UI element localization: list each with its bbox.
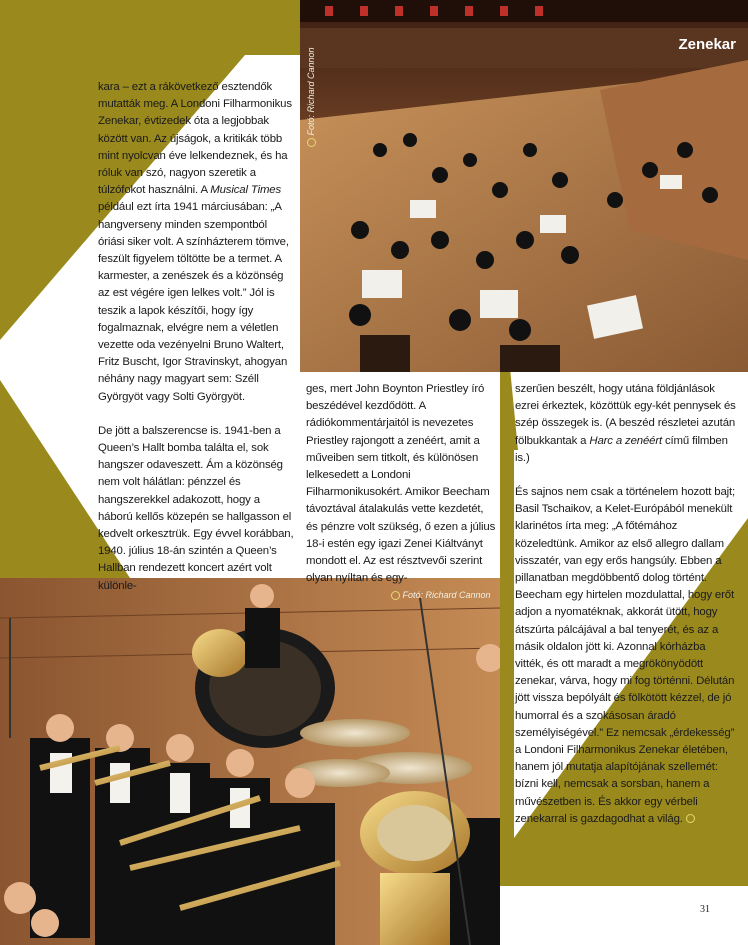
photo-credit-text: Fotó: Richard Cannon [402,590,491,600]
orchestra-hall-image [300,0,748,372]
paragraph: De jött a balszerencse is. 1941-ben a Queen’s Hallt bomba találta el, sok hangszer odaveszett. Ám a közönség nem volt hálátlan: pénzzel és hangszerekkel adakozott, hogy a háború kellős közepén se hallgasson el kedvelt orkesztrük. Egy évvel korábban, 1940. július 18-án szintén a Queen’s Hallban rendezett koncert azért volt különle- [98,424,294,592]
circle-bullet-icon [307,138,316,147]
text-column-1 [98,79,294,612]
brass-players-image [0,578,500,945]
brass-section-photo [0,578,500,945]
paragraph-text: például ezt írta 1941 márciusában: „A hangverseny minden szempontból óriási siker volt. A színházterem tömve, feszült figyelem töltötte be a termet. A karmester, a zenészek és a közönség az est végére igen lelkes volt.” Jól is teszik a lapok készítői, hogy így fogalmaznak, elvégre nem a véletlen vezette oda vezényelni Bruno Waltert, Fritz Buscht, Igor Stravinskyt, ahogyan néhány nagy magyart sem: Széll Györgyöt vagy Solti Györgyöt. [98,201,289,403]
end-mark-icon [686,814,695,823]
paragraph [515,484,737,828]
paragraph: ges, mert John Boynton Priestley író beszédével kezdődött. A rádiókommentárjaitól is nevezetes Priestley rajongott a zenéért, amit a műveiben sem titkolt, és különösen lelkesedett a Londoni Filharmonikusokért. Amikor Beecham távoztával átalakulás vette kezdetét, és pénzre volt szükség, ő ezen a július 18-i estén egy igazi Zenei Kiáltványt mondott el. Az est résztvevői szerint olyan nyíltan és egy- [306,383,496,585]
section-title: Zenekar [678,36,736,53]
text-column-3 [515,381,737,845]
paragraph-text: című filmben is.) [515,434,728,464]
film-title: Harc a zenéért [589,434,662,447]
paragraph [515,381,737,467]
paragraph-text: És sajnos nem csak a történelem hozott bajt; Basil Tschaikov, a Kelet-Európából menekült klarinétos írta meg: „A főtémához közeledtünk. Amikor az első allegro dallam visszatér, van egy erős hangsúly. Ebben a pillanatban megdöbbentő dolog történt. Beecham egy hirtelen mozdulattal, hogy erőt adjon a nyomatéknak, akkorát ütött, hogy átszúrta pálcájával a bal tenyerét, és az a másik oldalon jött ki. Azonnal kórházba vitték, és ott maradt a megrökönyödött zenekar, várva, hogy mi fog történni. Délután jött vissza bepólyált és fölkötött kézzel, de jó humorral és a szokásosan áradó személyiségével.” Ez nemcsak „érdekesség” a Londoni Filharmonikus Zenekar életében, hanem jól mutatja alapítójának szellemét: bízni kell, nemcsak a sorsban, hanem a művészetben is. És akkor egy vérbeli zenekarral is gazdagodhat a világ. [515,486,736,825]
photo-credit-top [306,47,316,150]
paragraph [98,79,294,406]
paragraph-text: kara – ezt a rákövetkező esztendők mutatták meg. A Londoni Filharmonikus Zenekar, évtizedek óta a legjobbak között van. Az újságok, a kritikák több mint nyolcvan éve lelkendeznek, és ha róluk van szó, nagyon szeretik a túlzófokot használni. A [98,81,292,197]
orchestra-photo-top [300,0,748,372]
photo-credit-text: Fotó: Richard Cannon [306,47,316,136]
publication-title: Musical Times [210,184,282,197]
paragraph-text: szerűen beszélt, hogy utána földjánlások ezrei érkeztek, közöttük egy-két pennysek és szép összegek is. (A beszéd részletei azután fölbukkantak a [515,383,736,447]
page-number: 31 [700,904,710,915]
text-column-2 [306,381,496,604]
